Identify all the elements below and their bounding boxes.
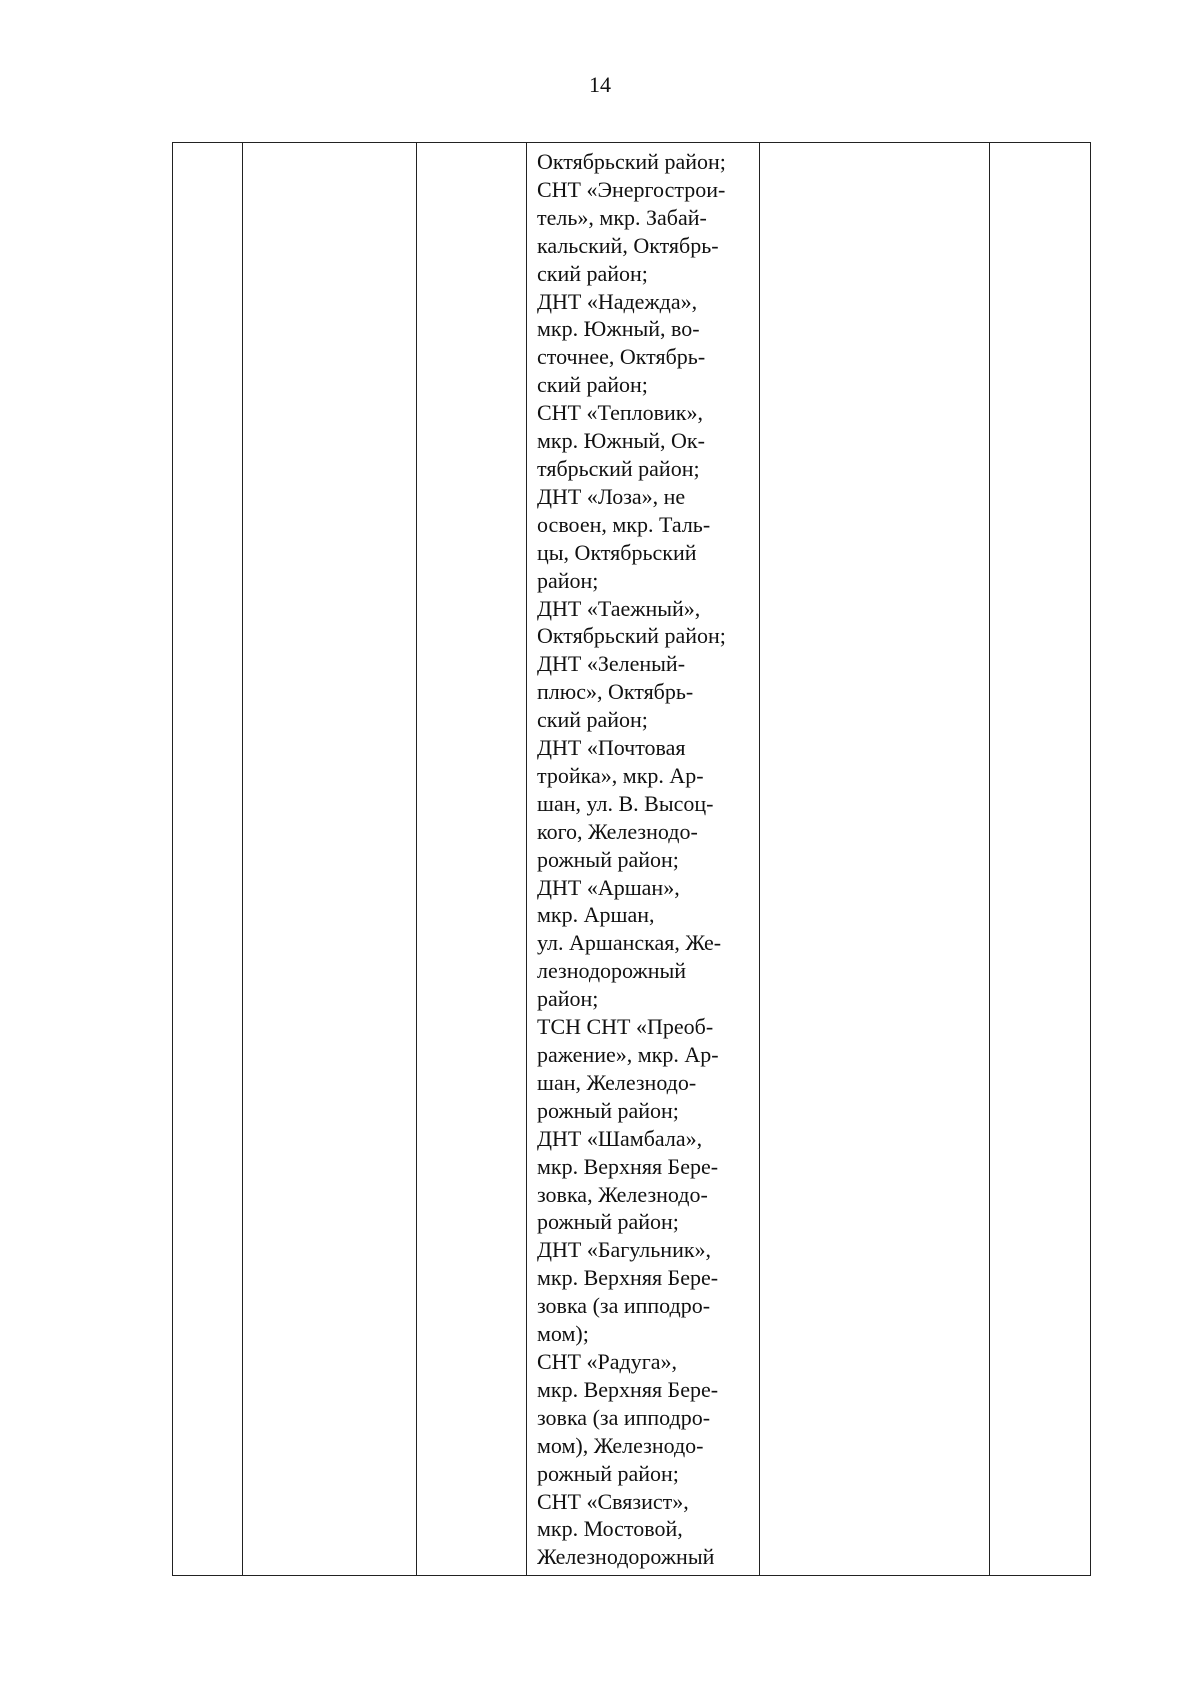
address-line: ский район;	[537, 372, 648, 398]
address-line: кого, Железнодо-	[537, 818, 698, 844]
table-cell-address-list	[527, 143, 760, 1576]
address-line: шан, Железнодо-	[537, 1069, 697, 1095]
address-line: тель», мкр. Забай-	[537, 204, 707, 230]
address-line: цы, Октябрьский	[537, 539, 697, 565]
address-line: ДНТ «Аршан»,	[537, 874, 680, 900]
address-line: мкр. Верхняя Бере-	[537, 1153, 719, 1179]
address-line: ский район;	[537, 707, 648, 733]
table-cell-col-6	[990, 143, 1091, 1576]
address-line: рожный район;	[537, 846, 679, 872]
table-row	[173, 143, 1091, 1576]
address-line: мом);	[537, 1321, 589, 1347]
address-line: мом), Железнодо-	[537, 1432, 704, 1458]
address-line: СНТ «Энергострои-	[537, 176, 726, 202]
address-line: сточнее, Октябрь-	[537, 344, 706, 370]
address-line: ДНТ «Багульник»,	[537, 1237, 712, 1263]
address-line: мкр. Южный, Ок-	[537, 428, 705, 454]
address-line: ДНТ «Лоза», не	[537, 483, 686, 509]
address-line: рожный район;	[537, 1097, 679, 1123]
address-line: СНТ «Связист»,	[537, 1488, 689, 1514]
address-line: СНТ «Тепловик»,	[537, 400, 703, 426]
address-line: мкр. Южный, во-	[537, 316, 700, 342]
address-line: шан, ул. В. Высоц-	[537, 790, 714, 816]
address-line: плюс», Октябрь-	[537, 679, 694, 705]
address-line: ский район;	[537, 260, 648, 286]
address-line: освоен, мкр. Таль-	[537, 511, 711, 537]
address-line: кальский, Октябрь-	[537, 232, 719, 258]
address-line: тябрьский район;	[537, 455, 700, 481]
address-line: зовка (за ипподро-	[537, 1293, 711, 1319]
address-line: мкр. Мостовой,	[537, 1516, 683, 1542]
address-line: мкр. Верхняя Бере-	[537, 1265, 719, 1291]
address-line: ДНТ «Надежда»,	[537, 288, 698, 314]
address-line: Октябрьский район;	[537, 623, 726, 649]
address-line: ДНТ «Таежный»,	[537, 595, 701, 621]
address-line: ражение», мкр. Ар-	[537, 1042, 719, 1067]
address-line: Железнодорожный	[537, 1544, 715, 1570]
address-line: ДНТ «Почтовая	[537, 735, 686, 761]
address-line: ДНТ «Шамбала»,	[537, 1125, 703, 1151]
page-number: 14	[589, 72, 611, 97]
address-line: мкр. Аршан,	[537, 902, 655, 928]
address-list-text	[527, 143, 759, 1571]
address-line: ул. Аршанская, Же-	[537, 930, 722, 956]
address-line: рожный район;	[537, 1460, 679, 1486]
address-line: СНТ «Радуга»,	[537, 1348, 677, 1374]
document-table	[172, 142, 1091, 1576]
address-line: мкр. Верхняя Бере-	[537, 1376, 719, 1402]
address-line: зовка, Железнодо-	[537, 1181, 708, 1207]
table-cell-col-1	[173, 143, 243, 1576]
address-line: ТСН СНТ «Преоб-	[537, 1014, 714, 1040]
address-line: район;	[537, 567, 599, 593]
address-line: ДНТ «Зеленый-	[537, 651, 686, 677]
address-line: Октябрьский район;	[537, 149, 726, 174]
table-cell-col-2	[243, 143, 417, 1576]
address-line: тройка», мкр. Ар-	[537, 762, 704, 788]
address-line: зовка (за ипподро-	[537, 1404, 711, 1430]
address-line: район;	[537, 986, 599, 1012]
address-line: лезнодорожный	[537, 958, 687, 984]
table-cell-col-5	[760, 143, 990, 1576]
table-cell-col-3	[417, 143, 527, 1576]
address-line: рожный район;	[537, 1209, 679, 1235]
